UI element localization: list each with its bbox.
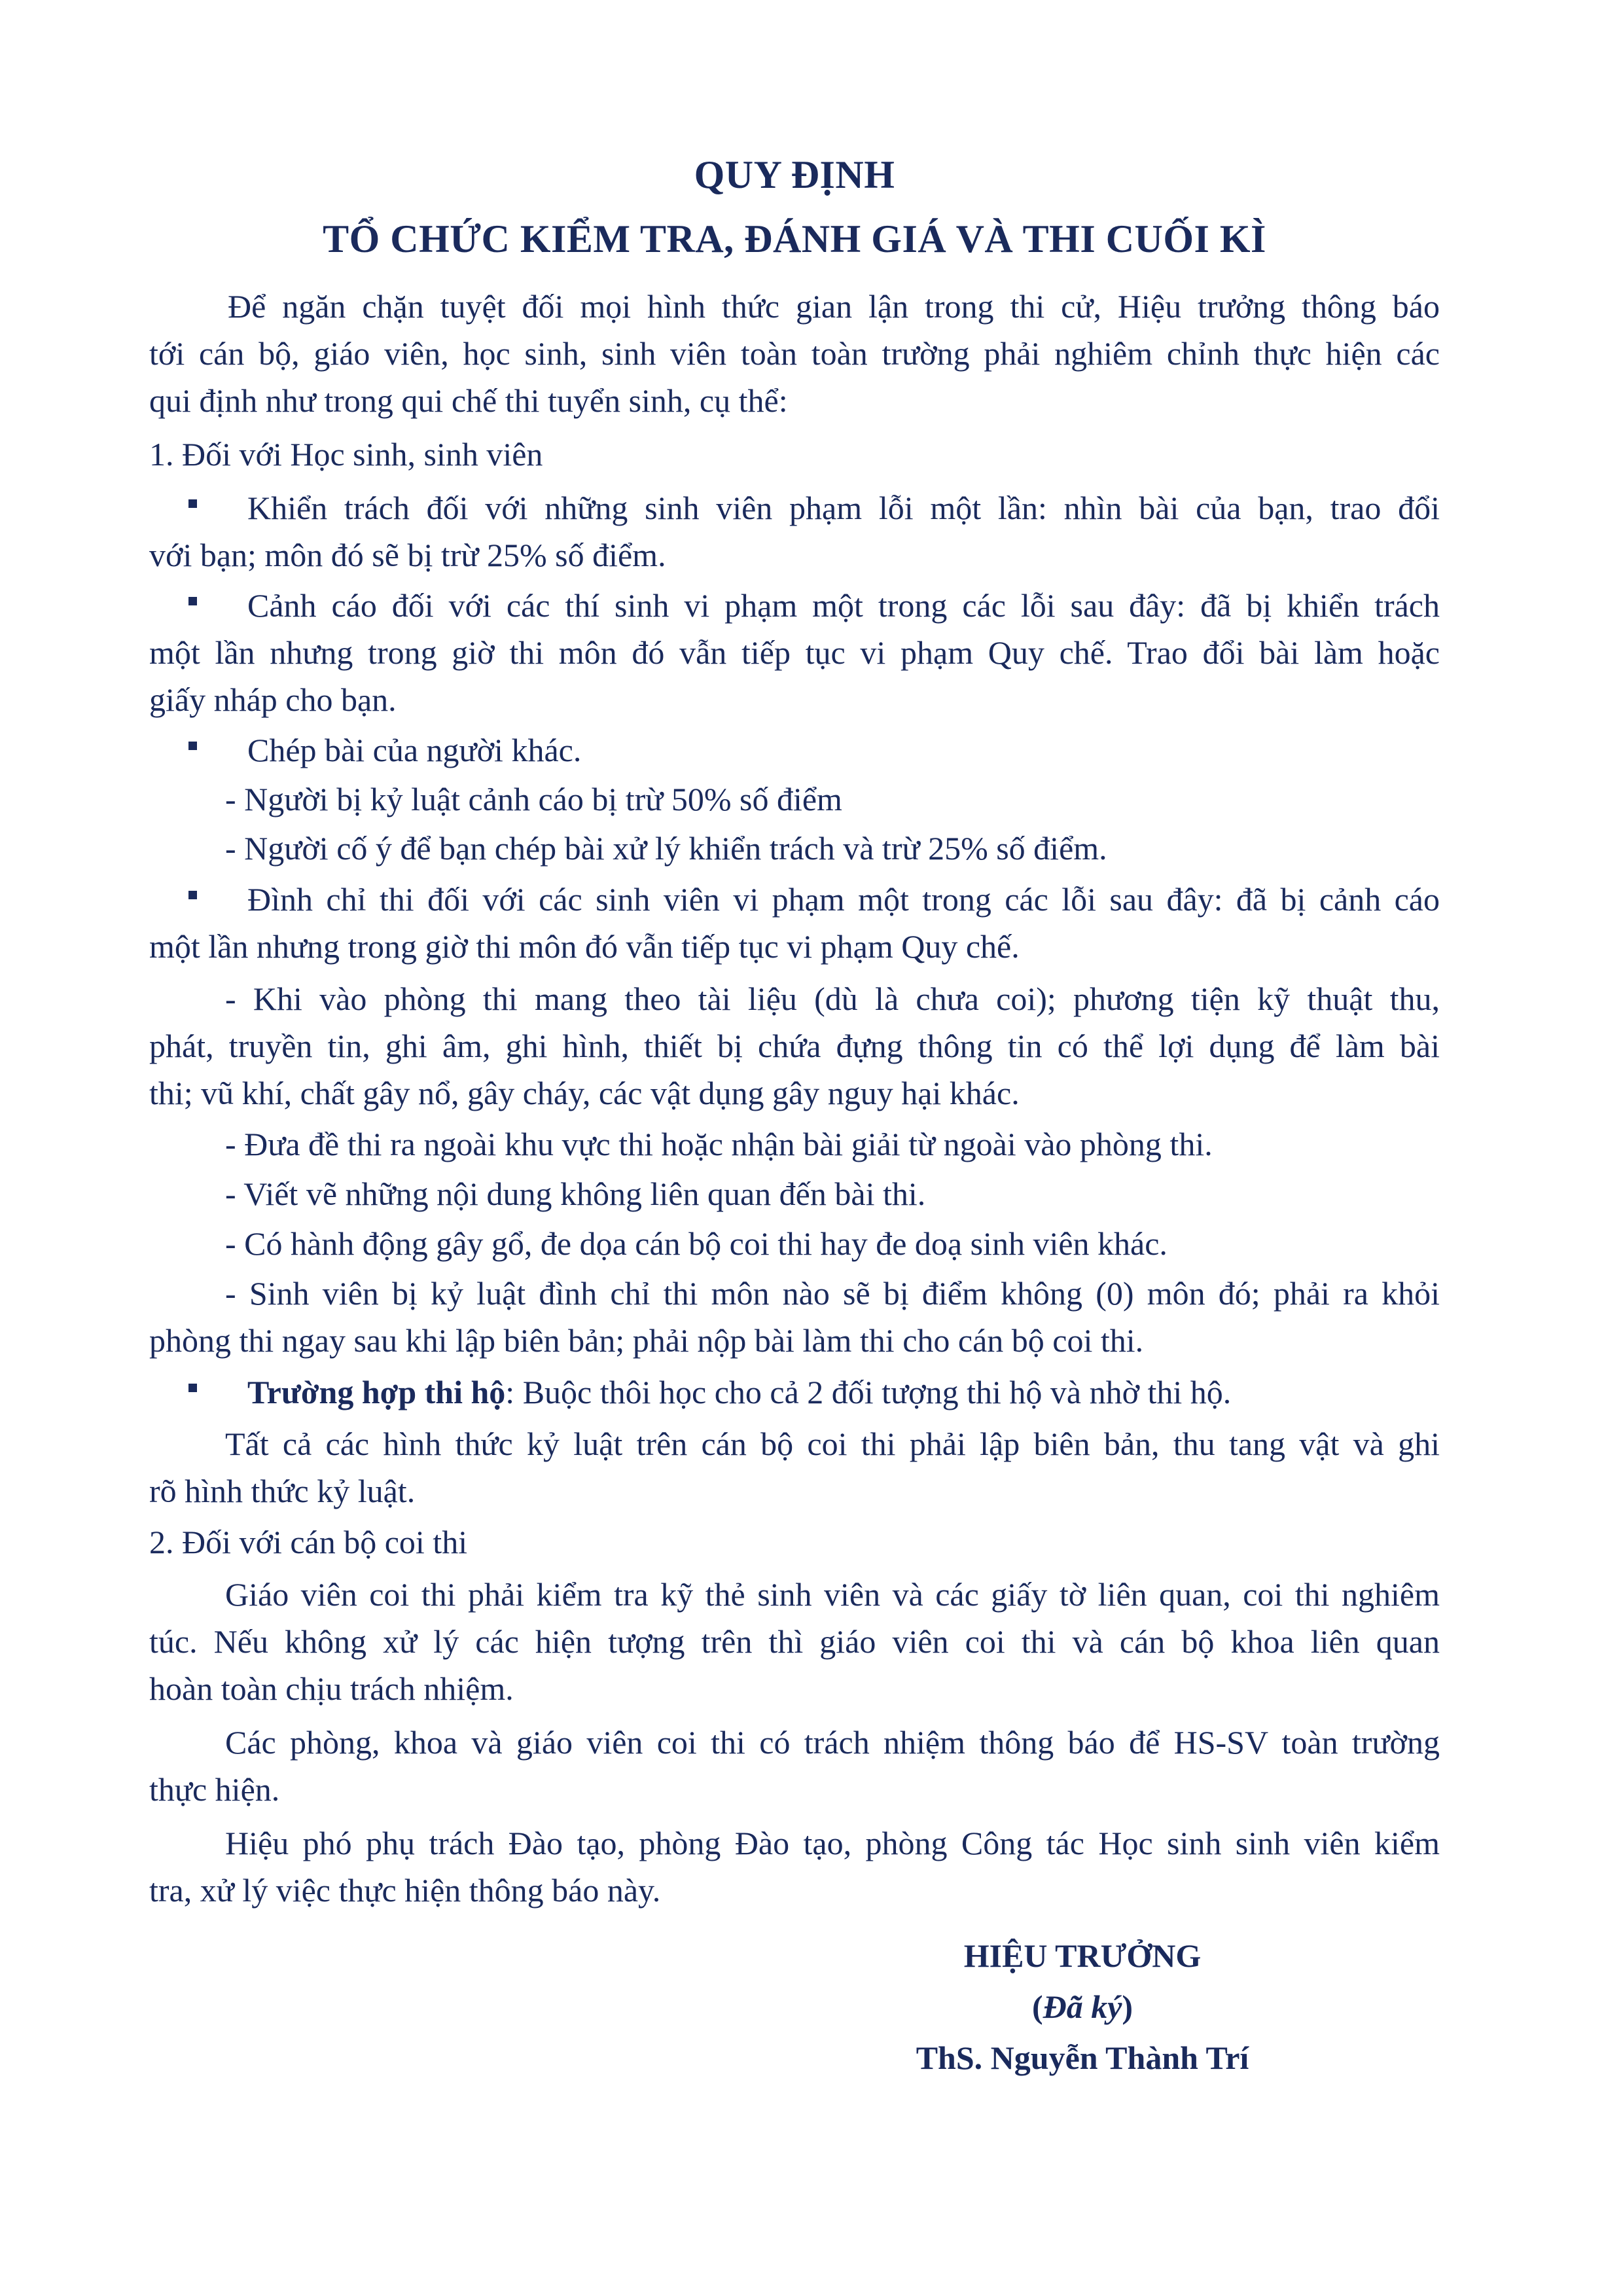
para-3-line-1: Hiệu phó phụ trách Đào tạo, phòng Đào tạo, phòng Công tác Học sinh sinh viên kiểm <box>225 1825 1440 1861</box>
signature-title: HIỆU TRƯỞNG <box>963 1937 1202 1974</box>
para-1-line-1: Giáo viên coi thi phải kiểm tra kỹ thẻ sinh viên và các giấy tờ liên quan, coi thi nghiêm <box>225 1576 1440 1613</box>
dash-item-4: - Đưa đề thi ra ngoài khu vực thi hoặc nhận bài giải từ ngoài vào phòng thi. <box>225 1126 1213 1162</box>
closing-line-2: rõ hình thức kỷ luật. <box>149 1473 416 1509</box>
intro-line-1: Để ngăn chặn tuyệt đối mọi hình thức gian lận trong thi cử, Hiệu trưởng thông báo <box>228 288 1440 325</box>
dash-item-2: - Người cố ý để bạn chép bài xử lý khiển trách và trừ 25% số điểm. <box>225 830 1107 867</box>
closing-line-1: Tất cả các hình thức kỷ luật trên cán bộ coi thi phải lập biên bản, thu tang vật và ghi <box>225 1426 1440 1462</box>
dash-item-7-line-2: phòng thi ngay sau khi lập biên bản; phải nộp bài làm thi cho cán bộ coi thi. <box>149 1322 1144 1359</box>
signature-paren-close: ) <box>1122 1988 1133 2025</box>
bullet-2-line-1: Cảnh cáo đối với các thí sinh vi phạm một trong các lỗi sau đây: đã bị khiển trách <box>247 587 1440 624</box>
bullet-5 <box>247 1369 1538 1416</box>
signature-paren-open: ( <box>1031 1988 1043 2025</box>
dash-item-3-line-2: phát, truyền tin, ghi âm, ghi hình, thiết bị chứa đựng thông tin có thể lợi dụng để làm bài <box>149 1028 1440 1064</box>
signature-name: ThS. Nguyễn Thành Trí <box>916 2039 1249 2076</box>
dash-item-7-line-1: - Sinh viên bị kỷ luật đình chỉ thi môn nào sẽ bị điểm không (0) môn đó; phải ra khỏi <box>225 1275 1440 1312</box>
dash-item-5: - Viết vẽ những nội dung không liên quan đến bài thi. <box>225 1175 926 1212</box>
intro-line-3: qui định như trong qui chế thi tuyển sinh, cụ thể: <box>149 382 788 419</box>
signature-status <box>822 1983 1343 2030</box>
para-2-line-1: Các phòng, khoa và giáo viên coi thi có trách nhiệm thông báo để HS-SV toàn trường <box>225 1724 1440 1761</box>
document-page <box>149 0 1440 2296</box>
para-3-line-2: tra, xử lý việc thực hiện thông báo này. <box>149 1872 661 1909</box>
bullet-1-line-1: Khiển trách đối với những sinh viên phạm lỗi một lần: nhìn bài của bạn, trao đổi <box>247 490 1440 526</box>
bullet-1-line-2: với bạn; môn đó sẽ bị trừ 25% số điểm. <box>149 537 666 573</box>
dash-item-1: - Người bị kỷ luật cảnh cáo bị trừ 50% số điểm <box>225 781 842 817</box>
bullet-square-icon <box>188 1384 197 1392</box>
bullet-4-line-1: Đình chỉ thi đối với các sinh viên vi phạm một trong các lỗi sau đây: đã bị cảnh cáo <box>247 881 1440 918</box>
bullet-3-line-1: Chép bài của người khác. <box>247 732 582 768</box>
document-title: QUY ĐỊNH <box>694 153 895 196</box>
bullet-5-bold-label: Trường hợp thi hộ <box>247 1374 506 1410</box>
bullet-4-line-2: một lần nhưng trong giờ thi môn đó vẫn tiếp tục vi phạm Quy chế. <box>149 928 1020 965</box>
bullet-square-icon <box>188 742 197 750</box>
dash-item-6: - Có hành động gây gổ, đe dọa cán bộ coi thi hay đe doạ sinh viên khác. <box>225 1225 1168 1262</box>
intro-line-2: tới cán bộ, giáo viên, học sinh, sinh viên toàn toàn trường phải nghiêm chỉnh thực hiện các <box>149 335 1440 372</box>
bullet-square-icon <box>188 499 197 508</box>
section-2-heading: 2. Đối với cán bộ coi thi <box>149 1524 468 1560</box>
document-subtitle: TỔ CHỨC KIỂM TRA, ĐÁNH GIÁ VÀ THI CUỐI KÌ <box>323 217 1266 260</box>
dash-item-3-line-1: - Khi vào phòng thi mang theo tài liệu (dù là chưa coi); phương tiện kỹ thuật thu, <box>225 980 1440 1017</box>
para-1-line-3: hoàn toàn chịu trách nhiệm. <box>149 1670 514 1707</box>
bullet-5-text: : Buộc thôi học cho cả 2 đối tượng thi hộ và nhờ thi hộ. <box>505 1374 1232 1410</box>
bullet-2-line-3: giấy nháp cho bạn. <box>149 681 397 718</box>
signature-signed-text: Đã ký <box>1043 1988 1122 2025</box>
section-1-heading: 1. Đối với Học sinh, sinh viên <box>149 436 543 473</box>
para-2-line-2: thực hiện. <box>149 1771 280 1808</box>
bullet-2-line-2: một lần nhưng trong giờ thi môn đó vẫn tiếp tục vi phạm Quy chế. Trao đổi bài làm hoặc <box>149 634 1440 671</box>
dash-item-3-line-3: thi; vũ khí, chất gây nổ, gây cháy, các vật dụng gây nguy hại khác. <box>149 1075 1020 1111</box>
para-1-line-2: túc. Nếu không xử lý các hiện tượng trên thì giáo viên coi thi và cán bộ khoa liên quan <box>149 1623 1440 1660</box>
bullet-square-icon <box>188 597 197 605</box>
bullet-square-icon <box>188 891 197 899</box>
